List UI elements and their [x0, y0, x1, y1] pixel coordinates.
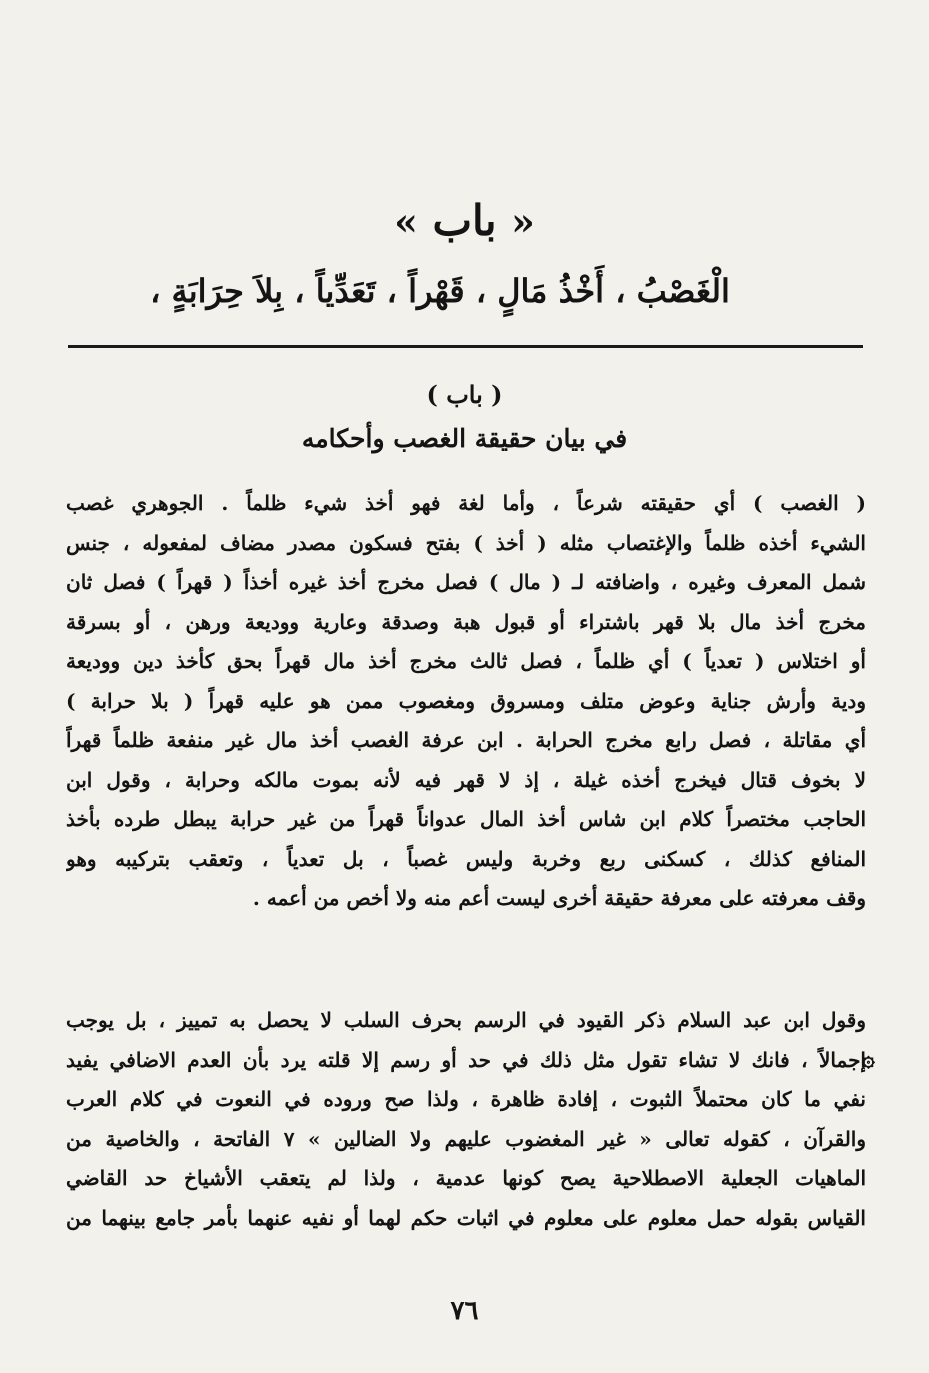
text-line: الماهيات الجعلية الاصطلاحية يصح كونها عدمية ، ولذا لم يتعقب الأشياخ حد القاضي	[66, 1166, 866, 1190]
text-line: لا بخوف قتال فيخرج أخذه غيلة ، إذ لا قهر فيه لأنه بموت مالكه وحرابة ، وقول ابن	[66, 767, 866, 792]
text-line: مخرج أخذ مال بلا قهر باشتراء أو قبول هبة وصدقة وعارية ووديعة ورهن ، أو بسرقة	[66, 609, 866, 634]
text-line: القياس بقوله حمل معلوم على معلوم في اثبات حكم لهما أو نفيه عنهما بأمر جامع بينهما من	[66, 1205, 866, 1230]
text-line: أو اختلاس ( تعدياً ) أي ظلماً ، فصل ثالث مخرج أخذ مال قهراً بحق كأخذ دين ووديعة	[66, 649, 866, 673]
section-title: ( باب )	[426, 380, 503, 409]
text-line: شمل المعرف وغيره ، واضافته لـ ( مال ) فصل مخرج أخذ غيره أخذاً ( قهراً ) فصل ثان	[66, 570, 866, 594]
text-line: والقرآن ، كقوله تعالى « غير المغضوب عليهم ولا الضالين » ٧ الفاتحة ، والخاصية من	[66, 1126, 866, 1151]
text-line: ودية وأرش جناية وعوض متلف ومسروق ومغصوب ممن هو عليه قهراً ( بلا حرابة )	[66, 688, 866, 713]
section-subtitle: في بيان حقيقة الغصب وأحكامه	[301, 424, 628, 453]
page-number: ٧٦	[450, 1296, 479, 1326]
text-line: الحاجب مختصراً كلام ابن شاس أخذ المال عدواناً قهراً من غير حرابة يبطل طرده بأخذ	[66, 807, 866, 831]
text-line: ( الغصب ) أي حقيقته شرعاً ، وأما لغة فهو أخذ شيء ظلماً . الجوهري غصب	[66, 491, 866, 515]
text-line: إجمالاً ، فانك لا تشاء تقول مثل ذلك في حد أو رسم إلا قلته يرد بأن العدم الاضافي يفيد	[66, 1047, 866, 1072]
chapter-open-bracket: «	[511, 199, 535, 244]
chapter-title: باب	[432, 196, 497, 245]
horizontal-divider	[68, 345, 863, 348]
paragraph-2	[66, 1001, 866, 1238]
paragraph-1	[66, 484, 866, 919]
text-line: وقول ابن عبد السلام ذكر القيود في الرسم بحرف السلب لا يحصل به تمييز ، بل يوجب	[66, 1008, 866, 1032]
text-line: الشيء أخذه ظلماً والإغتصاب مثله ( أخذ ) بفتح فسكون مصدر مضاف لمفعوله ، جنس	[66, 530, 866, 555]
text-line: نفي ما كان محتملاً الثبوت ، إفادة ظاهرة ، ولذا صح وروده في النعوت في كلام العرب	[66, 1087, 866, 1111]
chapter-heading	[0, 196, 929, 245]
chapter-subtitle: الْغَصْبُ ، أَخْذُ مَالٍ ، قَهْراً ، تَعَدِّياً ، بِلاَ حِرَابَةٍ ،	[150, 272, 730, 310]
margin-mark-icon: ۞	[862, 1046, 875, 1072]
text-line: وقف معرفته على معرفة حقيقة أخرى ليست أعم منه ولا أخص من أعمه .	[252, 886, 866, 910]
text-line: أي مقاتلة ، فصل رابع مخرج الحرابة . ابن عرفة الغصب أخذ مال غير منفعة ظلماً قهراً	[66, 728, 866, 752]
text-line: المنافع كذلك ، كسكنى ربع وخربة وليس غصباً ، بل تعدياً ، وتعقب بتركيبه وهو	[66, 846, 866, 871]
chapter-close-bracket: »	[394, 199, 418, 244]
